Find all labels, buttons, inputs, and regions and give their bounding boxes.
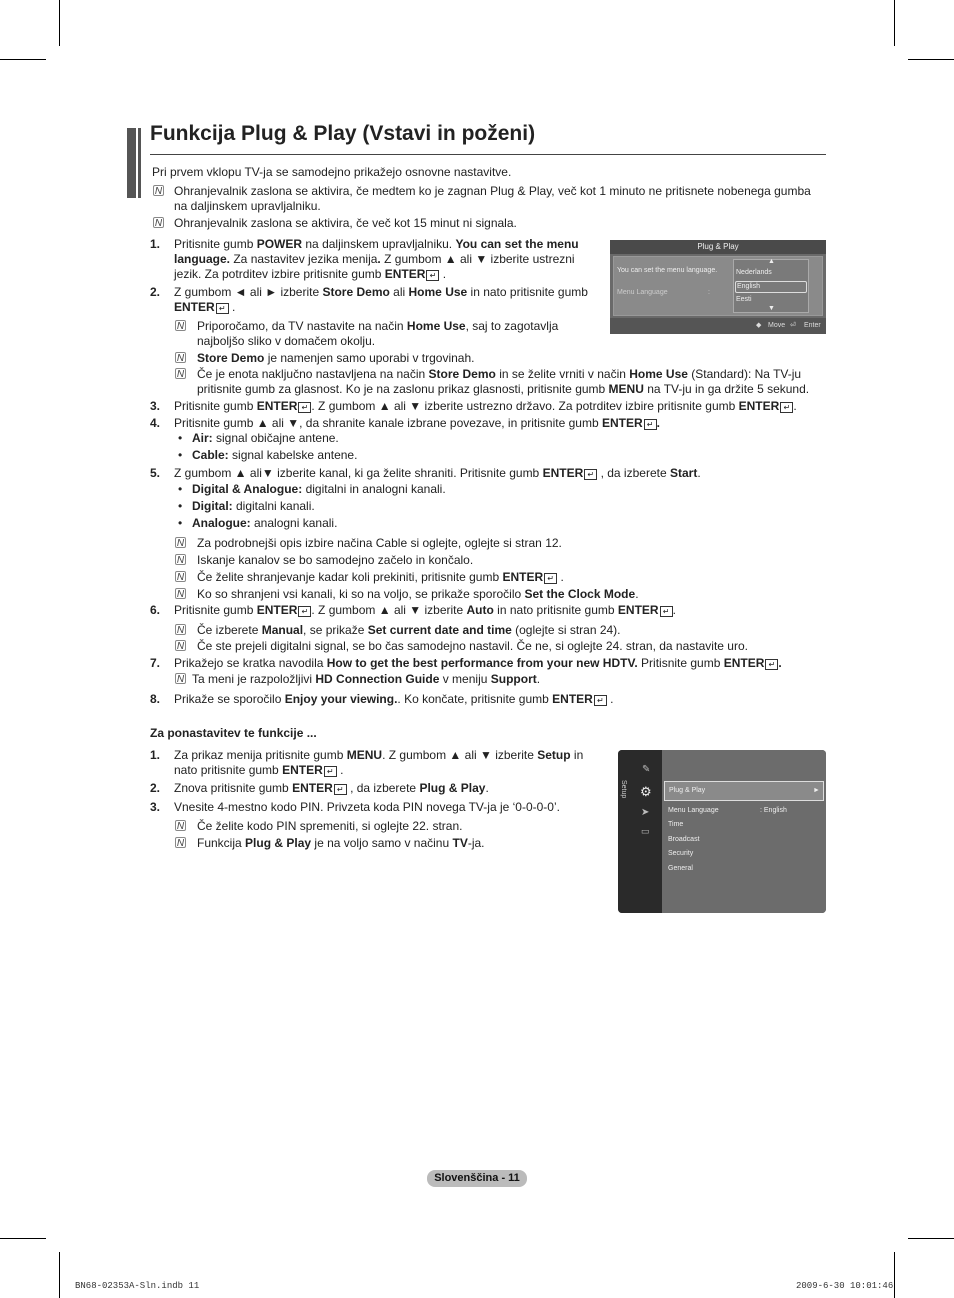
input-icon: ➤ xyxy=(641,807,650,818)
bullet-text: Cable: signal kabelske antene. xyxy=(192,448,358,462)
picture-icon: ✎ xyxy=(642,764,651,775)
language-option-selected[interactable] xyxy=(735,281,807,293)
note-icon: N xyxy=(176,353,185,364)
note-text: Če izberete Manual, se prikaže Set current date and time (oglejte si stran 24). xyxy=(197,623,621,637)
page-title: Funkcija Plug & Play (Vstavi in poženi) xyxy=(150,122,536,145)
step-number: 4. xyxy=(150,416,161,430)
crop-mark xyxy=(59,0,60,46)
title-accent-bar xyxy=(138,128,141,198)
crop-mark xyxy=(908,59,954,60)
bullet-text: Digital: digitalni kanali. xyxy=(192,499,315,513)
move-label: Move xyxy=(768,322,786,329)
screen-prompt: You can set the menu language. xyxy=(617,267,718,274)
step-text: Prikažejo se kratka navodila How to get the best performance from your new HDTV. Pritisnite gumb ENTER ↵ . xyxy=(174,656,782,670)
bullet: • xyxy=(178,448,183,462)
bullet-text: Air: signal običajne antene. xyxy=(192,431,339,445)
note-text: Iskanje kanalov se bo samodejno začelo in končalo. xyxy=(197,553,474,567)
crop-mark xyxy=(894,1252,895,1298)
crop-mark xyxy=(0,59,46,60)
enter-label: Enter xyxy=(804,322,821,329)
language-option[interactable]: Nederlands xyxy=(736,269,772,276)
imprint-right: 2009-6-30 10:01:46 xyxy=(796,1281,894,1291)
step-text: Prikaže se sporočilo Enjoy your viewing.. Ko končate, pritisnite gumb ENTER ↵ . xyxy=(174,692,614,706)
move-icon: ◆ xyxy=(756,322,762,329)
step-text: Za prikaz menija pritisnite gumb MENU. Z gumbom ▲ ali ▼ izberite Setup in nato pritisnite gumb ENTER ↵ . xyxy=(174,748,584,777)
menu-language-label: Menu Language xyxy=(617,289,668,296)
crop-mark xyxy=(0,1238,46,1239)
menu-item[interactable]: Time xyxy=(668,821,684,828)
step-text: Znova pritisnite gumb ENTER ↵ , da izberete Plug & Play. xyxy=(174,781,489,795)
title-accent-bar xyxy=(127,128,136,198)
arrow-up-icon: ▲ xyxy=(768,258,775,265)
note-text: Priporočamo, da TV nastavite na način Home Use, saj to zagotavlja najboljšo sliko v domačem okolju. xyxy=(197,319,559,348)
intro-text: Pri prvem vklopu TV-ja se samodejno prikažejo osnovne nastavitve. xyxy=(152,165,512,179)
bullet-text: Analogue: analogni kanali. xyxy=(192,516,338,530)
note-text: Za podrobnejši opis izbire načina Cable si oglejte, oglejte si stran 12. xyxy=(197,536,562,550)
title-rule xyxy=(150,154,826,155)
note-icon: N xyxy=(176,625,185,636)
language-option[interactable]: Eesti xyxy=(736,296,752,303)
step-number: 2. xyxy=(150,781,161,795)
crop-mark xyxy=(59,1252,60,1298)
crop-mark xyxy=(894,0,895,46)
step-text: Pritisnite gumb ENTER ↵ . Z gumbom ▲ ali ▼ izberite ustrezno državo. Za potrditev izbire pritisnite gumb ENTER ↵ . xyxy=(174,399,797,413)
note-icon: N xyxy=(176,555,185,566)
screen-header: Plug & Play xyxy=(610,240,826,254)
step-number: 1. xyxy=(150,237,161,251)
menu-item[interactable]: General xyxy=(668,865,693,872)
note-icon: N xyxy=(176,369,185,380)
screen-footer xyxy=(610,318,826,334)
setup-side-label: Setup xyxy=(620,780,627,799)
step-number: 7. xyxy=(150,656,161,670)
note-icon: N xyxy=(176,674,185,685)
menu-item[interactable]: Security xyxy=(668,850,694,857)
note-icon: N xyxy=(154,186,163,197)
note-icon: N xyxy=(176,572,185,583)
language-option: English xyxy=(737,283,760,290)
arrow-right-icon: ► xyxy=(813,787,820,794)
menu-item[interactable]: Broadcast xyxy=(668,836,700,843)
note-text: Če je enota naključno nastavljena na način Store Demo in se želite vrniti v način Home Use (Standard): Na TV-ju pritisnite gumb za glasnost. Ko je na zaslonu prikaz glasnosti, pritisnite gumb MENU na TV-ju in ga držite 5 sekund. xyxy=(197,367,810,396)
intro-note: Ohranjevalnik zaslona se aktivira, če več kot 15 minut ni signala. xyxy=(174,216,517,230)
step-number: 3. xyxy=(150,399,161,413)
note-icon: N xyxy=(176,821,185,832)
menu-item[interactable]: Menu Language xyxy=(668,807,719,814)
menu-language-value: : English xyxy=(760,807,787,814)
note-icon: N xyxy=(176,538,185,549)
note-icon: N xyxy=(154,218,163,229)
language-list[interactable] xyxy=(733,259,809,313)
note-text: Če želite kodo PIN spremeniti, si oglejte 22. stran. xyxy=(197,819,463,833)
crop-mark xyxy=(908,1238,954,1239)
note-icon: N xyxy=(176,321,185,332)
intro-note: Ohranjevalnik zaslona se aktivira, če medtem ko je zagnan Plug & Play, več kot 1 minuto ne pritisnete nobenega gumba na daljinskem upravljalniku. xyxy=(174,184,811,213)
enter-icon: ⏎ xyxy=(790,322,796,329)
step-number: 2. xyxy=(150,285,161,299)
step-text: Vnesite 4-mestno kodo PIN. Privzeta koda PIN novega TV-ja je ‘0-0-0-0’. xyxy=(174,800,560,814)
gear-icon[interactable]: ⚙ xyxy=(640,784,652,799)
note-text: Če želite shranjevanje kadar koli prekiniti, pritisnite gumb ENTER ↵ . xyxy=(197,570,564,584)
step-text: Pritisnite gumb POWER na daljinskem upravljalniku. You can set the menu language. Za nastavitev jezika menija. Z gumbom ▲ ali ▼ izberite ustrezni jezik. Za potrditev izbire pritisnite gumb ENTER ↵ . xyxy=(174,237,579,281)
note-text: Ko so shranjeni vsi kanali, ki so na voljo, se prikaže sporočilo Set the Clock Mode. xyxy=(197,587,639,601)
page-footer: Slovenščina - 11 xyxy=(427,1170,527,1187)
step-number: 5. xyxy=(150,466,161,480)
support-icon: ▭ xyxy=(641,826,650,836)
step-text: Pritisnite gumb ENTER ↵ . Z gumbom ▲ ali ▼ izberite Auto in nato pritisnite gumb ENTER ↵ . xyxy=(174,603,676,617)
note-icon: N xyxy=(176,838,185,849)
step-number: 3. xyxy=(150,800,161,814)
step-number: 8. xyxy=(150,692,161,706)
plug-and-play-item: Plug & Play xyxy=(669,787,706,794)
bullet-text: Digital & Analogue: digitalni in analogni kanali. xyxy=(192,482,446,496)
colon: : xyxy=(708,289,710,296)
bullet: • xyxy=(178,499,183,513)
note-icon: N xyxy=(176,589,185,600)
step-text: Z gumbom ▲ ali▼ izberite kanal, ki ga želite shraniti. Pritisnite gumb ENTER ↵ , da izberete Start. xyxy=(174,466,701,480)
step-number: 1. xyxy=(150,748,161,762)
menu-sidebar xyxy=(618,750,662,913)
note-text: Funkcija Plug & Play je na voljo samo v načinu TV-ja. xyxy=(197,836,485,850)
imprint-left: BN68-02353A-Sln.indb 11 xyxy=(75,1281,200,1291)
step-text: Z gumbom ◄ ali ► izberite Store Demo ali Home Use in nato pritisnite gumb ENTER ↵ . xyxy=(174,285,588,314)
menu-item-selected[interactable] xyxy=(664,781,824,801)
bullet: • xyxy=(178,431,183,445)
bullet: • xyxy=(178,482,183,496)
note-text: Store Demo je namenjen samo uporabi v trgovinah. xyxy=(197,351,475,365)
reset-heading: Za ponastavitev te funkcije ... xyxy=(150,726,317,740)
step-text: Pritisnite gumb ▲ ali ▼, da shranite kanale izbrane povezave, in pritisnite gumb ENTER ↵ . xyxy=(174,416,660,430)
bullet: • xyxy=(178,516,183,530)
arrow-down-icon: ▼ xyxy=(768,305,775,312)
menu-main xyxy=(662,750,826,913)
setup-menu-screen xyxy=(618,750,826,913)
step-number: 6. xyxy=(150,603,161,617)
screen-panel xyxy=(613,256,823,316)
note-text: Če ste prejeli digitalni signal, se bo čas samodejno nastavil. Če ne, si oglejte 24. stran, da nastavite uro. xyxy=(197,639,748,653)
plug-and-play-screen xyxy=(610,240,826,334)
note-text: Ta meni je razpoložljivi HD Connection Guide v meniju Support. xyxy=(192,672,541,686)
note-icon: N xyxy=(176,641,185,652)
